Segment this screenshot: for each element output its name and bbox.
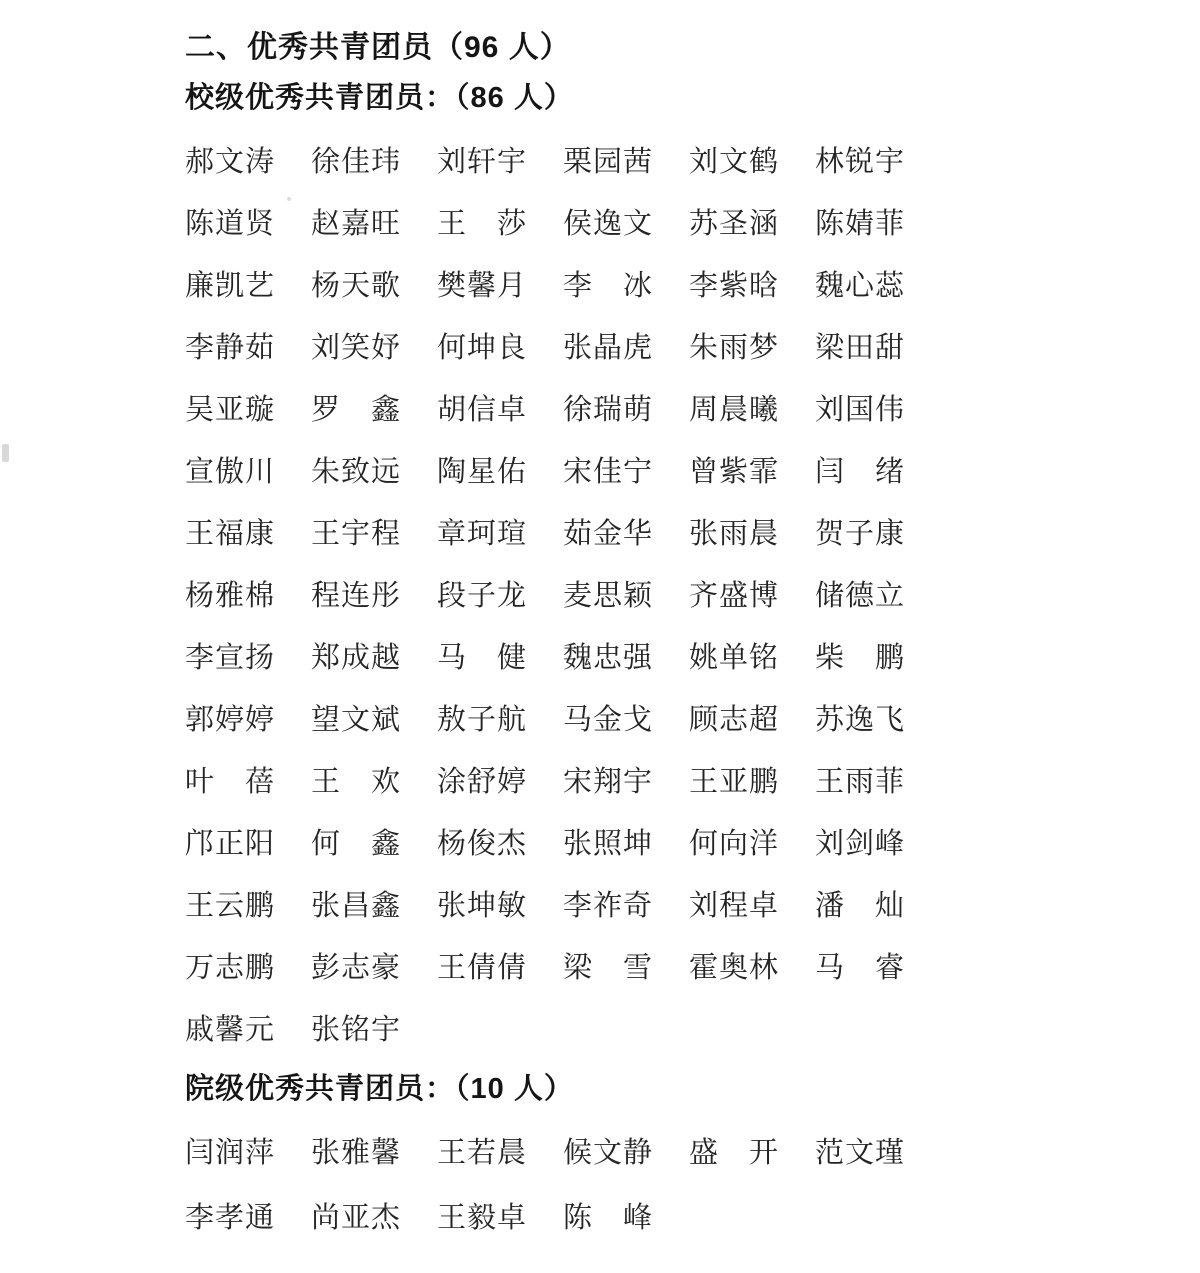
person-name: 王 欢 <box>311 765 402 798</box>
person-name: 刘剑峰 <box>815 827 906 860</box>
person-name: 张铭宇 <box>311 1013 402 1046</box>
person-name: 徐瑞萌 <box>563 393 654 426</box>
person-name: 郑成越 <box>311 641 402 674</box>
person-name: 闫润萍 <box>185 1137 276 1169</box>
person-name: 涂舒婷 <box>437 765 528 798</box>
person-name: 麦思颖 <box>563 579 654 612</box>
person-name: 王 莎 <box>437 207 528 240</box>
person-name: 叶 蓓 <box>185 765 276 798</box>
person-name: 王云鹏 <box>185 889 276 922</box>
empty-cell <box>689 996 815 1058</box>
person-name: 王亚鹏 <box>689 765 780 798</box>
person-name: 茹金华 <box>563 517 654 550</box>
person-name: 彭志豪 <box>311 951 402 984</box>
person-name: 罗 鑫 <box>311 393 402 426</box>
person-name: 姚单铭 <box>689 641 780 674</box>
person-name: 何向洋 <box>689 827 780 860</box>
person-name: 赵嘉旺 <box>311 207 402 240</box>
person-name: 李 冰 <box>563 269 654 302</box>
person-name: 胡信卓 <box>437 393 528 426</box>
person-name: 刘程卓 <box>689 889 780 922</box>
empty-cell <box>437 996 563 1058</box>
person-name: 马 睿 <box>815 951 906 984</box>
person-name: 宣傲川 <box>185 455 276 488</box>
person-name: 闫 绪 <box>815 455 906 488</box>
person-name: 栗园茜 <box>563 145 654 178</box>
person-name: 张照坤 <box>563 827 654 860</box>
document-title: 二、优秀共青团员（96 人） <box>185 31 571 64</box>
person-name: 章珂瑄 <box>437 517 528 550</box>
person-name: 吴亚璇 <box>185 393 276 426</box>
person-name: 陈 峰 <box>563 1202 654 1234</box>
person-name: 苏圣涵 <box>689 207 780 240</box>
person-name: 霍奥林 <box>689 951 780 984</box>
person-name: 张坤敏 <box>437 889 528 922</box>
person-name: 马 健 <box>437 641 528 674</box>
person-name: 王雨菲 <box>815 765 906 798</box>
campus-level-section-heading: 校级优秀共青团员：（86 人） <box>185 82 574 114</box>
person-name: 张昌鑫 <box>311 889 402 922</box>
person-name: 廉凯艺 <box>185 269 276 302</box>
person-name: 刘轩宇 <box>437 145 528 178</box>
person-name: 何 鑫 <box>311 827 402 860</box>
person-name: 王毅卓 <box>437 1202 528 1234</box>
person-name: 陶星佑 <box>437 455 528 488</box>
person-name: 尚亚杰 <box>311 1202 402 1234</box>
person-name: 郝文涛 <box>185 145 276 178</box>
person-name: 张雅馨 <box>311 1137 402 1169</box>
person-name: 张晶虎 <box>563 331 654 364</box>
person-name: 柴 鹏 <box>815 641 906 674</box>
person-name: 戚馨元 <box>185 1013 276 1046</box>
person-name: 王倩倩 <box>437 951 528 984</box>
person-name: 万志鹏 <box>185 951 276 984</box>
person-name: 梁田甜 <box>815 331 906 364</box>
person-name: 马金戈 <box>563 703 654 736</box>
person-name: 朱致远 <box>311 455 402 488</box>
person-name: 顾志超 <box>689 703 780 736</box>
person-name: 李祚奇 <box>563 889 654 922</box>
scan-artifact-left-edge <box>2 444 9 462</box>
person-name: 周晨曦 <box>689 393 780 426</box>
empty-cell <box>689 1183 815 1248</box>
empty-cell <box>563 996 689 1058</box>
college-level-names-grid <box>185 1118 941 1248</box>
person-name: 杨雅棉 <box>185 579 276 612</box>
person-name: 陈道贤 <box>185 207 276 240</box>
person-name: 潘 灿 <box>815 889 906 922</box>
person-name: 曾紫霏 <box>689 455 780 488</box>
person-name: 王若晨 <box>437 1137 528 1169</box>
person-name: 李孝通 <box>185 1202 276 1234</box>
person-name: 杨俊杰 <box>437 827 528 860</box>
scan-artifact-dot <box>287 197 291 201</box>
person-name: 刘文鹤 <box>689 145 780 178</box>
person-name: 刘国伟 <box>815 393 906 426</box>
person-name: 宋翔宇 <box>563 765 654 798</box>
person-name: 郭婷婷 <box>185 703 276 736</box>
person-name: 何坤良 <box>437 331 528 364</box>
person-name: 望文斌 <box>311 703 402 736</box>
empty-cell <box>815 996 941 1058</box>
person-name: 贺子康 <box>815 517 906 550</box>
person-name: 李紫晗 <box>689 269 780 302</box>
person-name: 敖子航 <box>437 703 528 736</box>
person-name: 李静茹 <box>185 331 276 364</box>
person-name: 程连彤 <box>311 579 402 612</box>
person-name: 候文静 <box>563 1137 654 1169</box>
person-name: 魏忠强 <box>563 641 654 674</box>
person-name: 王宇程 <box>311 517 402 550</box>
college-level-section-heading: 院级优秀共青团员：（10 人） <box>185 1073 574 1105</box>
person-name: 宋佳宁 <box>563 455 654 488</box>
person-name: 刘笑妤 <box>311 331 402 364</box>
person-name: 樊馨月 <box>437 269 528 302</box>
person-name: 陈婧菲 <box>815 207 906 240</box>
person-name: 侯逸文 <box>563 207 654 240</box>
person-name: 朱雨梦 <box>689 331 780 364</box>
person-name: 邝正阳 <box>185 827 276 860</box>
person-name: 张雨晨 <box>689 517 780 550</box>
person-name: 林锐宇 <box>815 145 906 178</box>
person-name: 齐盛博 <box>689 579 780 612</box>
person-name: 徐佳玮 <box>311 145 402 178</box>
empty-cell <box>815 1183 941 1248</box>
person-name: 梁 雪 <box>563 951 654 984</box>
person-name: 苏逸飞 <box>815 703 906 736</box>
person-name: 范文瑾 <box>815 1137 906 1169</box>
person-name: 储德立 <box>815 579 906 612</box>
campus-level-names-grid <box>185 128 941 1058</box>
person-name: 段子龙 <box>437 579 528 612</box>
person-name: 杨天歌 <box>311 269 402 302</box>
person-name: 李宣扬 <box>185 641 276 674</box>
person-name: 盛 开 <box>689 1137 780 1169</box>
person-name: 王福康 <box>185 517 276 550</box>
person-name: 魏心蕊 <box>815 269 906 302</box>
